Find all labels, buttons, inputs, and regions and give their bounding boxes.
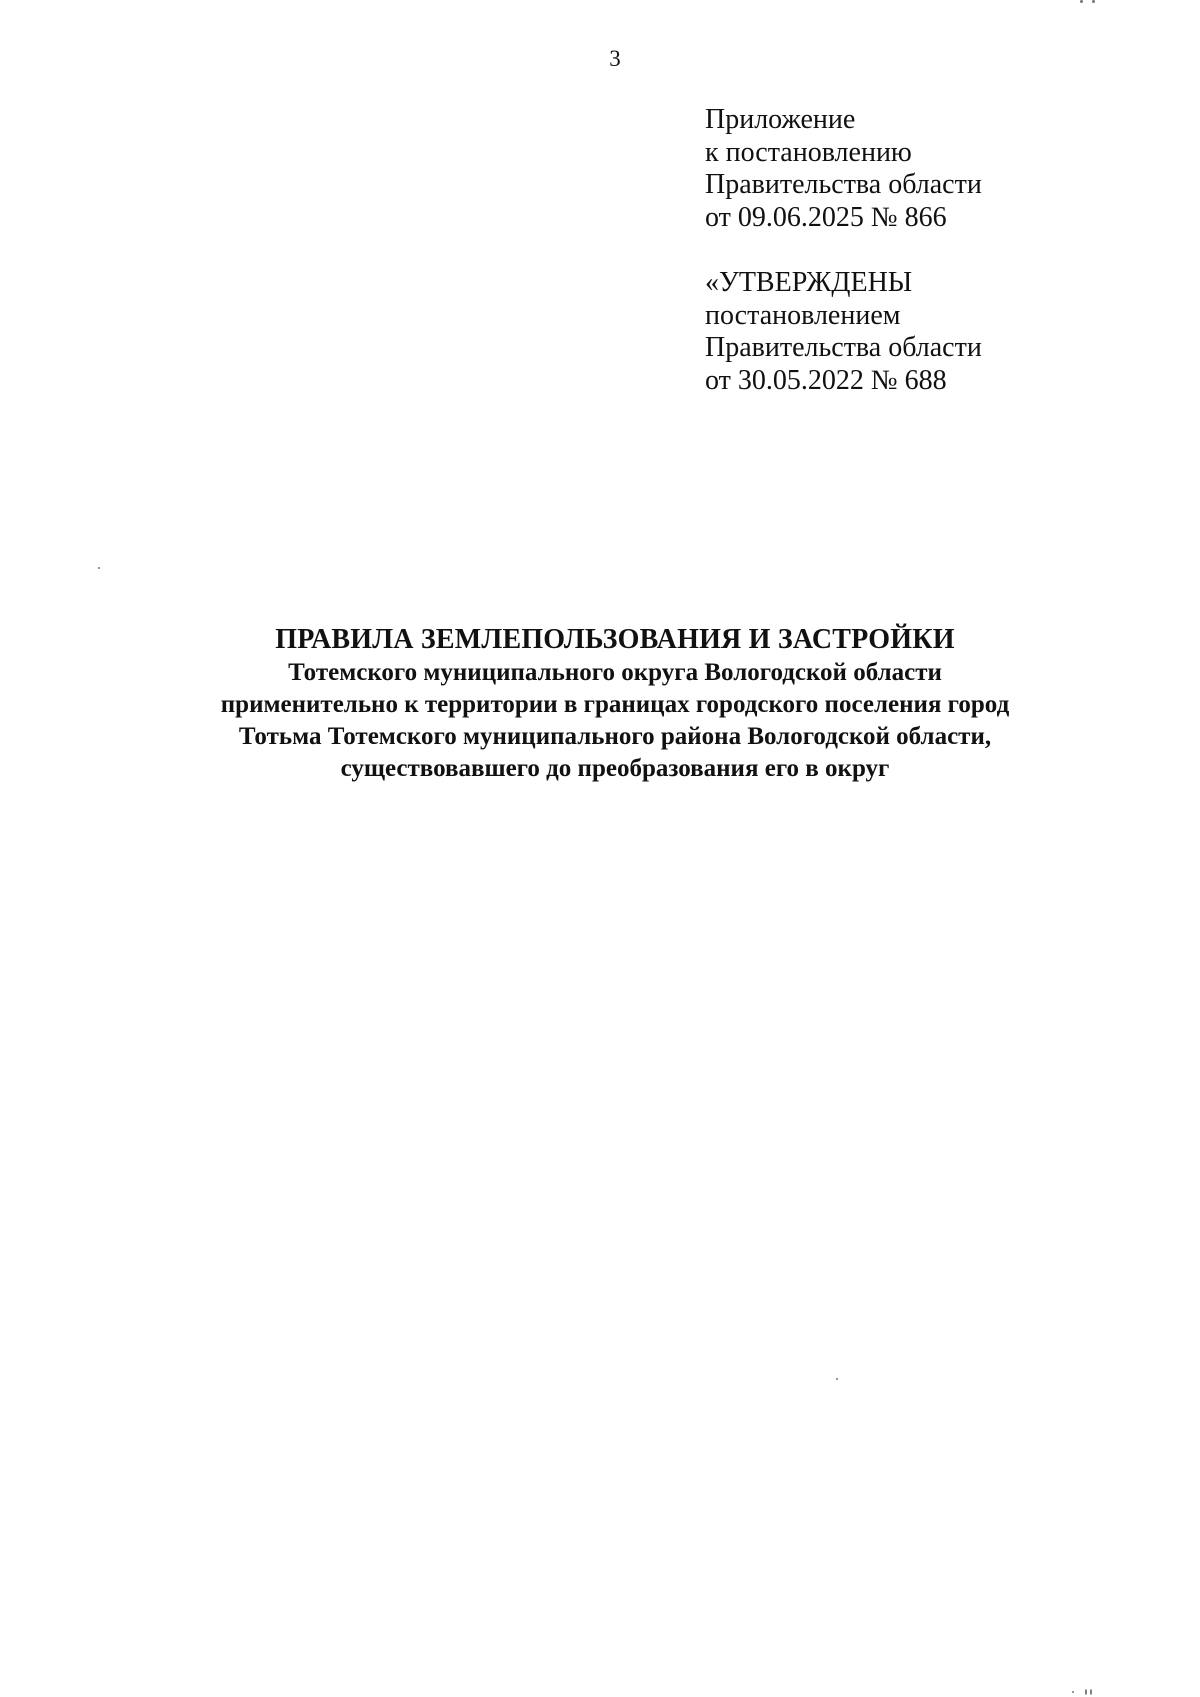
document-subtitle-line: существовавшего до преобразования его в округ [340,755,890,782]
approved-line: от 30.05.2022 № 688 [705,364,947,396]
appendix-line: к постановлению [705,136,912,168]
document-subtitle-line: Тотьма Тотемского муниципального района Вологодской области, [238,723,992,750]
scan-speck [98,567,100,569]
scan-speck [1080,0,1083,3]
document-subtitle-line: Тотемского муниципального округа Вологодской области [288,659,942,686]
approved-line: постановлением [705,299,901,331]
approved-line: Правительства области [705,332,982,363]
page-number: 3 [609,46,621,71]
document-title: ПРАВИЛА ЗЕМЛЕПОЛЬЗОВАНИЯ И ЗАСТРОЙКИ [275,624,955,655]
scan-speck [1090,1689,1092,1695]
approved-block [705,267,1165,397]
document-subtitle-line: применительно к территории в границах городского поселения город [220,691,1010,718]
appendix-line: от 09.06.2025 № 866 [705,201,947,233]
scan-speck [1092,0,1095,3]
scan-speck [1085,1689,1087,1695]
appendix-line: Правительства области [705,169,982,200]
appendix-block [705,104,1165,234]
document-title-block [100,623,1130,785]
approved-line: «УТВЕРЖДЕНЫ [705,267,913,298]
scan-speck [836,1378,838,1380]
scan-speck [1072,1691,1074,1693]
appendix-line: Приложение [705,104,856,135]
